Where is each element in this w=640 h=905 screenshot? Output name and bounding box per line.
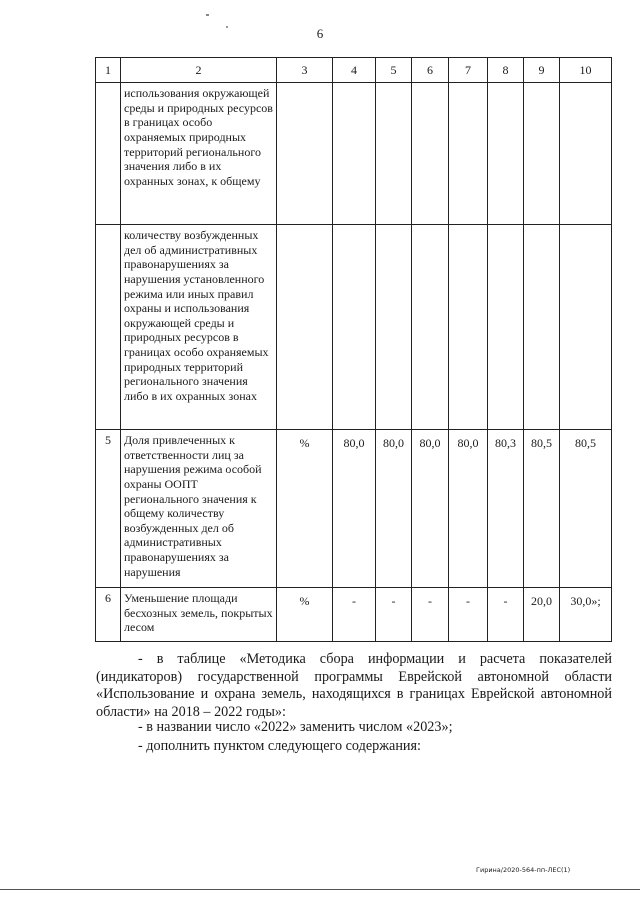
value-cell: 30,0»; bbox=[560, 588, 612, 642]
value-cell: 80,0 bbox=[449, 430, 488, 588]
value-cell: - bbox=[449, 588, 488, 642]
column-header: 10 bbox=[560, 58, 612, 83]
value-cell: 80,0 bbox=[412, 430, 449, 588]
value-cell: 80,0 bbox=[376, 430, 412, 588]
value-cell: 80,5 bbox=[524, 430, 560, 588]
value-cell: - bbox=[488, 588, 524, 642]
value-cell bbox=[560, 225, 612, 430]
table-row bbox=[96, 430, 612, 588]
value-cell: - bbox=[412, 588, 449, 642]
value-cell bbox=[449, 225, 488, 430]
row-number bbox=[96, 83, 121, 225]
page-edge-line bbox=[0, 889, 640, 890]
value-cell bbox=[449, 83, 488, 225]
table-header-row bbox=[96, 58, 612, 83]
value-cell bbox=[560, 83, 612, 225]
value-cell bbox=[333, 83, 376, 225]
column-header: 7 bbox=[449, 58, 488, 83]
table-row bbox=[96, 83, 612, 225]
indicator-description: количеству возбужденных дел об административных правонарушениях за нарушения установленного режима или иных правил охраны и использования окружающей среды и природных ресурсов в границах особо охраняемых природных территорий регионального значения либо в их охранных зонах bbox=[121, 225, 277, 430]
table-row bbox=[96, 225, 612, 430]
value-cell bbox=[376, 83, 412, 225]
value-cell bbox=[412, 83, 449, 225]
amendment-item: - дополнить пунктом следующего содержания: bbox=[138, 738, 421, 754]
document-reference: Гирина/2020-564-пп-ЛЕС(1) bbox=[476, 866, 571, 874]
column-header: 5 bbox=[376, 58, 412, 83]
value-cell bbox=[412, 225, 449, 430]
unit-cell: % bbox=[277, 430, 333, 588]
page-number: 6 bbox=[316, 26, 324, 41]
value-cell: - bbox=[376, 588, 412, 642]
amendment-item: - в названии число «2022» заменить числом «2023»; bbox=[138, 719, 453, 735]
column-header: 9 bbox=[524, 58, 560, 83]
amendment-paragraph: - в таблице «Методика сбора информации и расчета показателей (индикаторов) государственной программы Еврейской автономной области «Использование и охрана земель, находящихся в границах Еврейской автономной области» на 2018 – 2022 годы»: bbox=[96, 651, 612, 720]
indicator-description: использования окружающей среды и природных ресурсов в границах особо охраняемых природных территорий регионального значения либо в их охранных зонах, к общему bbox=[121, 83, 277, 225]
value-cell bbox=[333, 225, 376, 430]
row-number: 6 bbox=[96, 588, 121, 642]
value-cell bbox=[524, 225, 560, 430]
column-header: 6 bbox=[412, 58, 449, 83]
unit-cell bbox=[277, 225, 333, 430]
value-cell: 80,5 bbox=[560, 430, 612, 588]
indicator-description: Уменьшение площади бесхозных земель, покрытых лесом bbox=[121, 588, 277, 642]
column-header: 1 bbox=[96, 58, 121, 83]
column-header: 4 bbox=[333, 58, 376, 83]
column-header: 8 bbox=[488, 58, 524, 83]
indicator-description: Доля привлеченных к ответственности лиц за нарушения режима особой охраны ООПТ регионального значения к общему количеству возбужденных дел об административных правонарушениях за нарушения bbox=[121, 430, 277, 588]
value-cell: - bbox=[333, 588, 376, 642]
value-cell bbox=[488, 83, 524, 225]
value-cell: 20,0 bbox=[524, 588, 560, 642]
column-header: 3 bbox=[277, 58, 333, 83]
value-cell: 80,0 bbox=[333, 430, 376, 588]
unit-cell bbox=[277, 83, 333, 225]
row-number bbox=[96, 225, 121, 430]
row-number: 5 bbox=[96, 430, 121, 588]
value-cell bbox=[376, 225, 412, 430]
indicators-table bbox=[95, 57, 612, 642]
unit-cell: % bbox=[277, 588, 333, 642]
table-row bbox=[96, 588, 612, 642]
column-header: 2 bbox=[121, 58, 277, 83]
value-cell bbox=[524, 83, 560, 225]
value-cell bbox=[488, 225, 524, 430]
scan-speck bbox=[206, 14, 209, 16]
value-cell: 80,3 bbox=[488, 430, 524, 588]
